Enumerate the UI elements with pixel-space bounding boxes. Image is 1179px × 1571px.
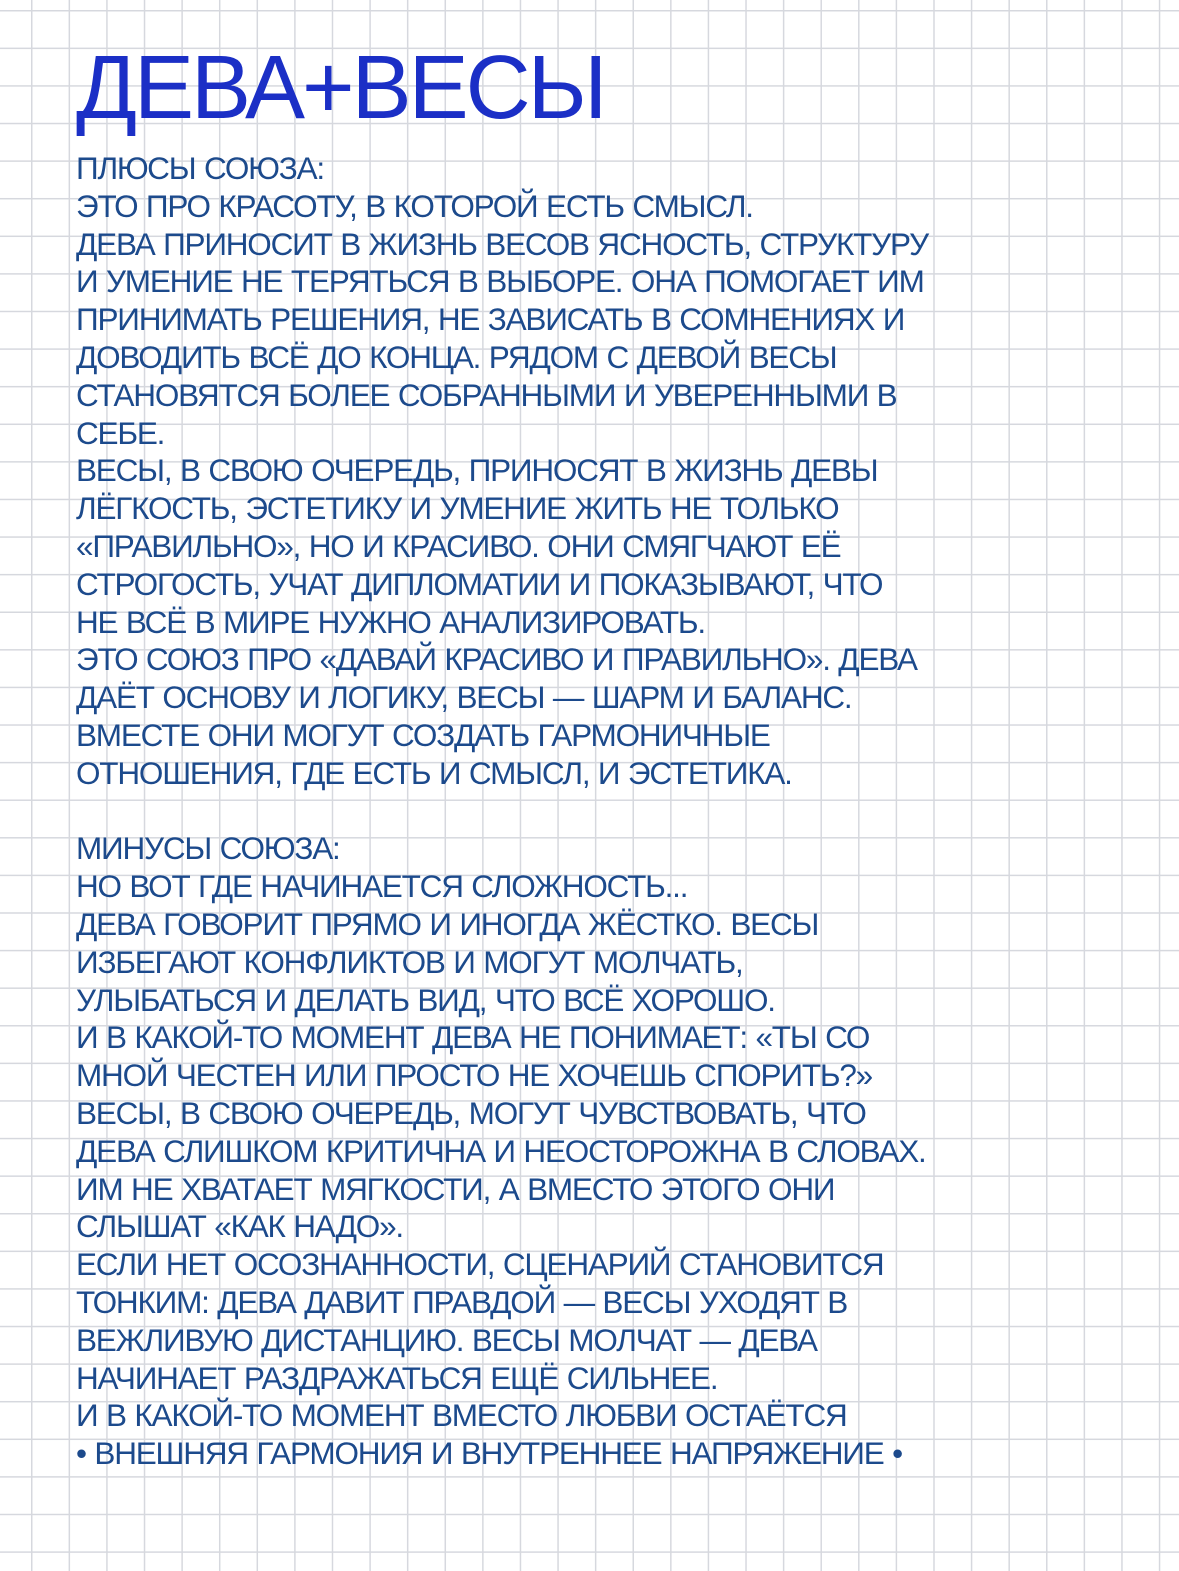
pros-line: ДАЁТ ОСНОВУ И ЛОГИКУ, ВЕСЫ — ШАРМ И БАЛАНС. [76,679,852,716]
cons-heading: МИНУСЫ СОЮЗА: [76,830,340,867]
pros-line: СЕБЕ. [76,414,165,451]
cons-line: ЕСЛИ НЕТ ОСОЗНАННОСТИ, СЦЕНАРИЙ СТАНОВИТСЯ [76,1246,884,1283]
article-body [76,150,1136,1473]
cons-line: ИЗБЕГАЮТ КОНФЛИКТОВ И МОГУТ МОЛЧАТЬ, [76,943,743,980]
cons-line: ТОНКИМ: ДЕВА ДАВИТ ПРАВДОЙ — ВЕСЫ УХОДЯТ В [76,1283,848,1320]
cons-line: МНОЙ ЧЕСТЕН ИЛИ ПРОСТО НЕ ХОЧЕШЬ СПОРИТЬ?» [76,1057,872,1094]
pros-line: НЕ ВСЁ В МИРЕ НУЖНО АНАЛИЗИРОВАТЬ. [76,603,705,640]
cons-line: И В КАКОЙ-ТО МОМЕНТ ДЕВА НЕ ПОНИМАЕТ: «ТЫ СО [76,1019,870,1056]
page-content [76,38,1136,1473]
cons-line: И В КАКОЙ-ТО МОМЕНТ ВМЕСТО ЛЮБВИ ОСТАЁТСЯ [76,1397,847,1434]
cons-line: ВЕЖЛИВУЮ ДИСТАНЦИЮ. ВЕСЫ МОЛЧАТ — ДЕВА [76,1321,817,1358]
cons-line: ДЕВА СЛИШКОМ КРИТИЧНА И НЕОСТОРОЖНА В СЛОВАХ. [76,1132,926,1169]
cons-line: ДЕВА ГОВОРИТ ПРЯМО И ИНОГДА ЖЁСТКО. ВЕСЫ [76,905,819,942]
pros-line: ПРИНИМАТЬ РЕШЕНИЯ, НЕ ЗАВИСАТЬ В СОМНЕНИЯХ И [76,301,905,338]
cons-line: • ВНЕШНЯЯ ГАРМОНИЯ И ВНУТРЕННЕЕ НАПРЯЖЕНИЕ • [76,1435,902,1472]
cons-line: ИМ НЕ ХВАТАЕТ МЯГКОСТИ, А ВМЕСТО ЭТОГО ОНИ [76,1170,835,1207]
pros-line: ОТНОШЕНИЯ, ГДЕ ЕСТЬ И СМЫСЛ, И ЭСТЕТИКА. [76,754,792,791]
pros-line: ДОВОДИТЬ ВСЁ ДО КОНЦА. РЯДОМ С ДЕВОЙ ВЕСЫ [76,338,837,375]
cons-line: ВЕСЫ, В СВОЮ ОЧЕРЕДЬ, МОГУТ ЧУВСТВОВАТЬ, ЧТО [76,1094,866,1131]
pros-line: ВМЕСТЕ ОНИ МОГУТ СОЗДАТЬ ГАРМОНИЧНЫЕ [76,716,770,753]
page-title: ДЕВА+ВЕСЫ [76,38,605,138]
pros-line: ЭТО СОЮЗ ПРО «ДАВАЙ КРАСИВО И ПРАВИЛЬНО». ДЕВА [76,641,917,678]
cons-line: УЛЫБАТЬСЯ И ДЕЛАТЬ ВИД, ЧТО ВСЁ ХОРОШО. [76,981,775,1018]
pros-line: СТРОГОСТЬ, УЧАТ ДИПЛОМАТИИ И ПОКАЗЫВАЮТ, ЧТО [76,565,883,602]
pros-line: ЭТО ПРО КРАСОТУ, В КОТОРОЙ ЕСТЬ СМЫСЛ. [76,187,753,224]
pros-heading: ПЛЮСЫ СОЮЗА: [76,150,324,186]
section-spacer [76,793,1136,831]
cons-line: НО ВОТ ГДЕ НАЧИНАЕТСЯ СЛОЖНОСТЬ... [76,868,688,905]
pros-line: ВЕСЫ, В СВОЮ ОЧЕРЕДЬ, ПРИНОСЯТ В ЖИЗНЬ ДЕВЫ [76,452,878,489]
pros-line: СТАНОВЯТСЯ БОЛЕЕ СОБРАННЫМИ И УВЕРЕННЫМИ В [76,376,897,413]
pros-line: ЛЁГКОСТЬ, ЭСТЕТИКУ И УМЕНИЕ ЖИТЬ НЕ ТОЛЬКО [76,490,839,527]
pros-line: ДЕВА ПРИНОСИТ В ЖИЗНЬ ВЕСОВ ЯСНОСТЬ, СТРУКТУРУ [76,225,928,262]
pros-line: «ПРАВИЛЬНО», НО И КРАСИВО. ОНИ СМЯГЧАЮТ ЕЁ [76,527,841,564]
cons-line: НАЧИНАЕТ РАЗДРАЖАТЬСЯ ЕЩЁ СИЛЬНЕЕ. [76,1359,718,1396]
pros-line: И УМЕНИЕ НЕ ТЕРЯТЬСЯ В ВЫБОРЕ. ОНА ПОМОГАЕТ ИМ [76,263,924,300]
cons-line: СЛЫШАТ «КАК НАДО». [76,1208,403,1245]
